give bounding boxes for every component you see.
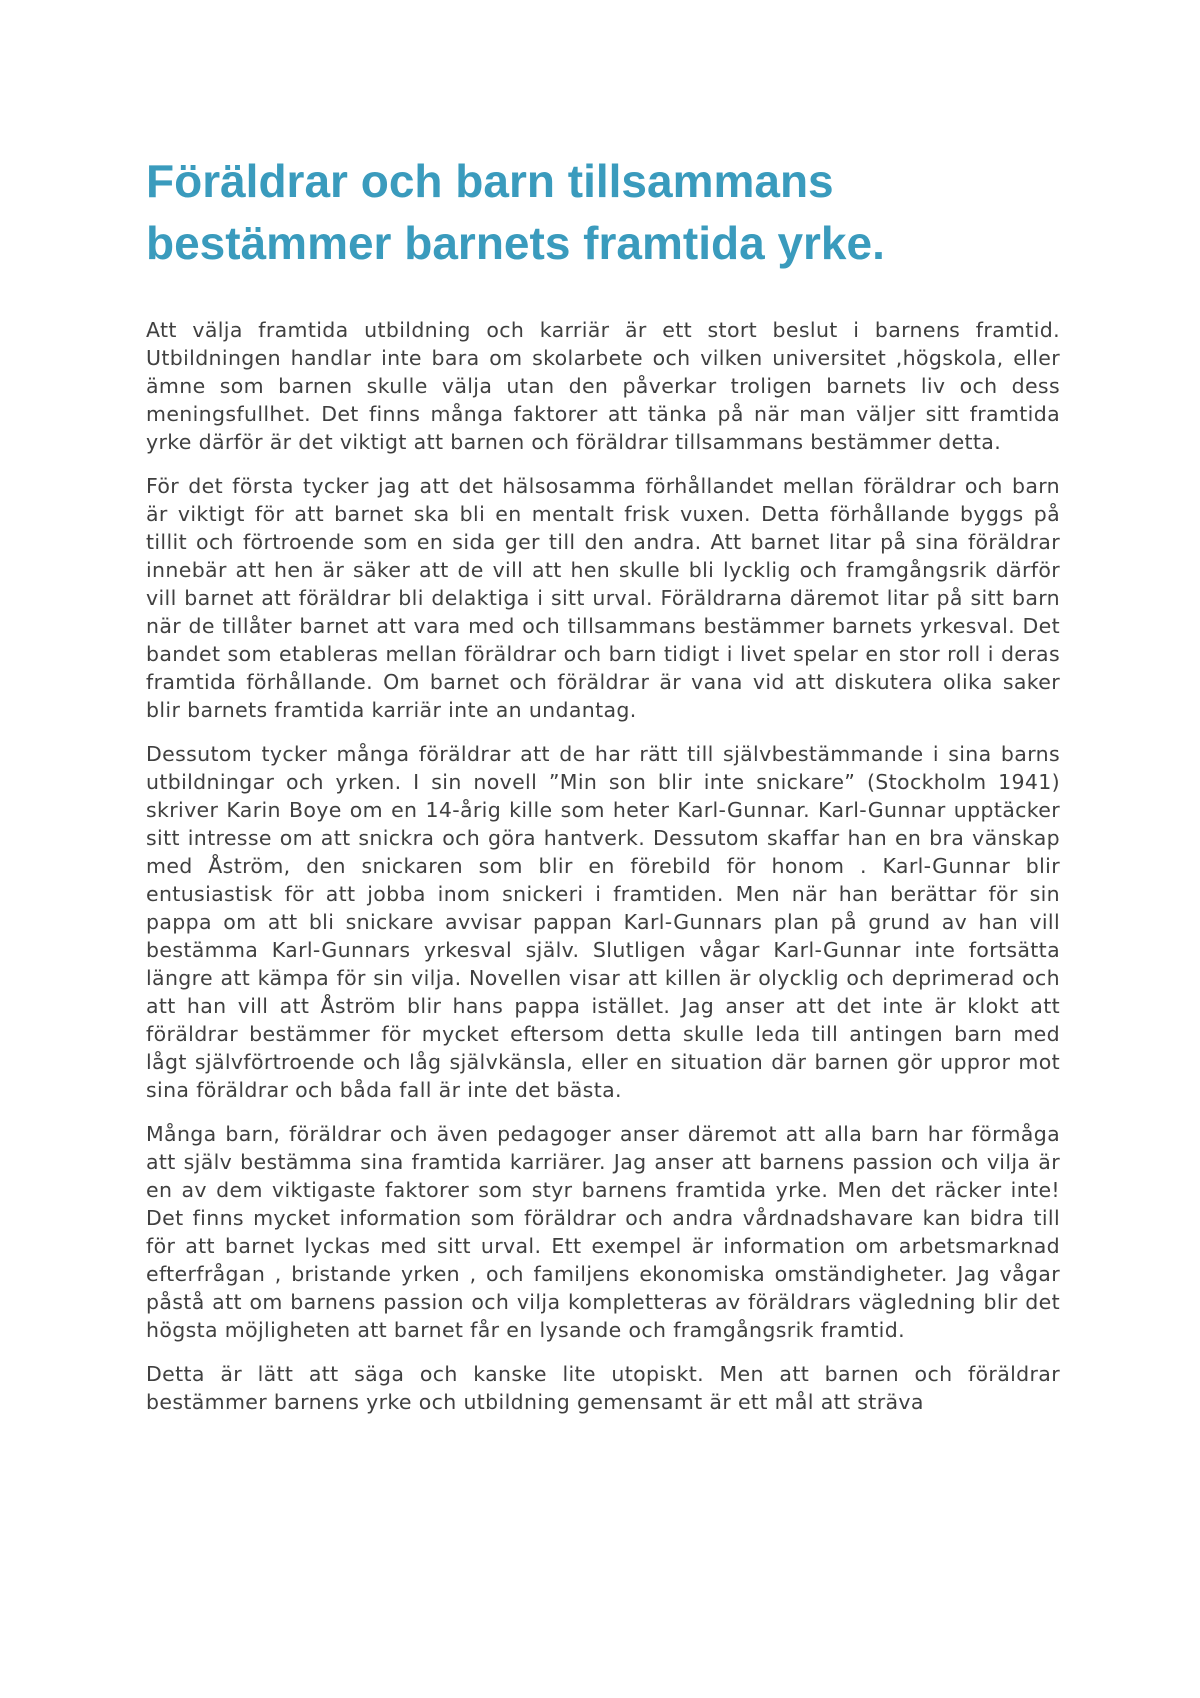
document-title <box>146 150 1060 274</box>
document-content <box>146 150 1060 1432</box>
title-line-1: Föräldrar och barn tillsammans <box>146 155 834 207</box>
title-line-2: bestämmer barnets framtida yrke. <box>146 217 885 269</box>
paragraph-1: Att välja framtida utbildning och karriär är ett stort beslut i barnens framtid. Utbildningen handlar inte bara om skolarbete och vilken universitet ,högskola, eller ämne som barnen skulle välja utan den påverkar troligen barnets liv och dess meningsfullhet. Det finns många faktorer att tänka på när man väljer sitt framtida yrke därför är det viktigt att barnen och föräldrar tillsammans bestämmer detta. <box>146 318 1060 454</box>
paragraph-5: Detta är lätt att säga och kanske lite utopiskt. Men att barnen och föräldrar bestämmer barnens yrke och utbildning gemensamt är ett mål att sträva <box>146 1362 1060 1414</box>
paragraph-3: Dessutom tycker många föräldrar att de har rätt till självbestämmande i sina barns utbildningar och yrken. I sin novell ”Min son blir inte snickare” (Stockholm 1941) skriver Karin Boye om en 14-årig kille som heter Karl-Gunnar. Karl-Gunnar upptäcker sitt intresse om att snickra och göra hantverk. Dessutom skaffar han en bra vänskap med Åström, den snickaren som blir en förebild för honom . Karl-Gunnar blir entusiastisk för att jobba inom snickeri i framtiden. Men när han berättar för sin pappa om att bli snickare avvisar pappan Karl-Gunnars plan på grund av han vill bestämma Karl-Gunnars yrkesval själv. Slutligen vågar Karl-Gunnar inte fortsätta längre att kämpa för sin vilja. Novellen visar att killen är olycklig och deprimerad och att han vill att Åström blir hans pappa istället. Jag anser att det inte är klokt att föräldrar bestämmer för mycket eftersom detta skulle leda till antingen barn med lågt självförtroende och låg självkänsla, eller en situation där barnen gör uppror mot sina föräldrar och båda fall är inte det bästa. <box>146 742 1060 1102</box>
paragraph-2: För det första tycker jag att det hälsosamma förhållandet mellan föräldrar och barn är viktigt för att barnet ska bli en mentalt frisk vuxen. Detta förhållande byggs på tillit och förtroende som en sida ger till den andra. Att barnet litar på sina föräldrar innebär att hen är säker att de vill att hen skulle bli lycklig och framgångsrik därför vill barnet att föräldrar bli delaktiga i sitt urval. Föräldrarna däremot litar på sitt barn när de tillåter barnet att vara med och tillsammans bestämmer barnets yrkesval. Det bandet som etableras mellan föräldrar och barn tidigt i livet spelar en stor roll i deras framtida förhållande. Om barnet och föräldrar är vana vid att diskutera olika saker blir barnets framtida karriär inte an undantag. <box>146 474 1060 722</box>
paragraph-4: Många barn, föräldrar och även pedagoger anser däremot att alla barn har förmåga att själv bestämma sina framtida karriärer. Jag anser att barnens passion och vilja är en av dem viktigaste faktorer som styr barnens framtida yrke. Men det räcker inte! Det finns mycket information som föräldrar och andra vårdnadshavare kan bidra till för att barnet lyckas med sitt urval. Ett exempel är information om arbetsmarknad efterfrågan , bristande yrken , och familjens ekonomiska omständigheter. Jag vågar påstå att om barnens passion och vilja kompletteras av föräldrars vägledning blir det högsta möjligheten att barnet får en lysande och framgångsrik framtid. <box>146 1122 1060 1342</box>
